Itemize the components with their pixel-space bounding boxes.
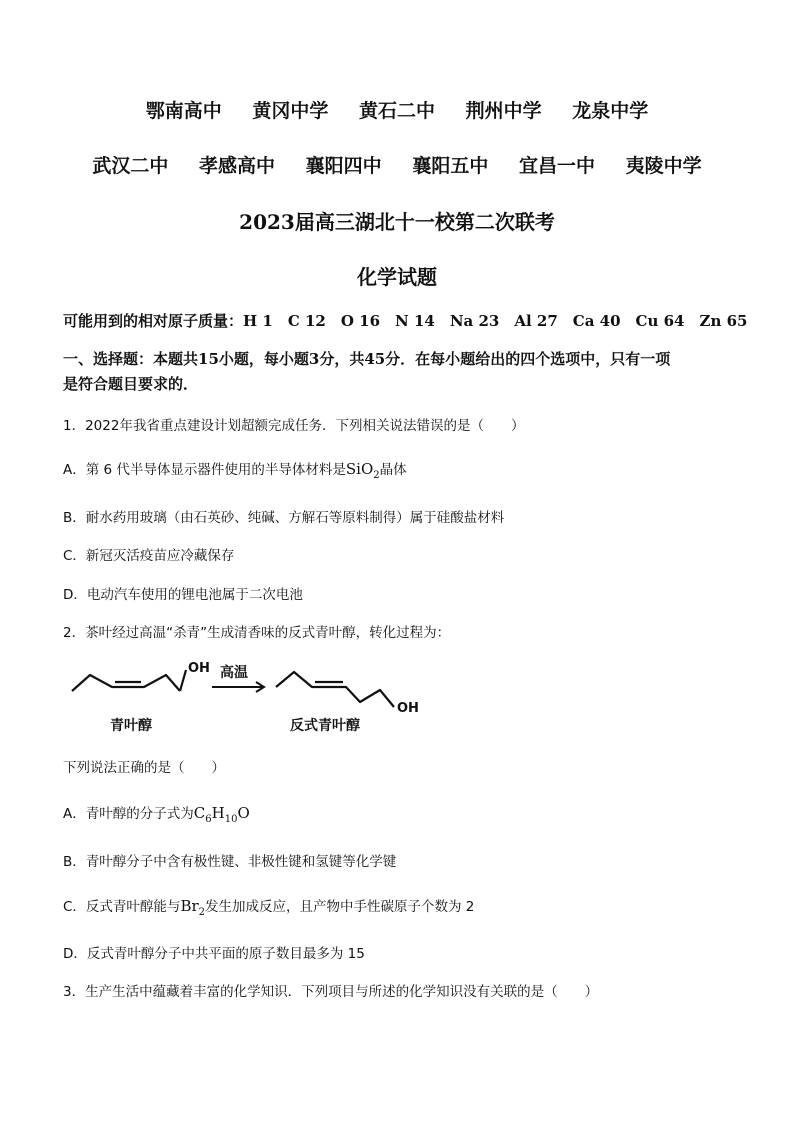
- q1-option-c: C．新冠灭活疫苗应冷藏保存: [63, 548, 235, 564]
- q1-option-b: B．耐水药用玻璃（由石英砂、纯碱、方解石等原料制得）属于硅酸盐材料: [63, 510, 505, 526]
- school-name: 武汉二中: [92, 155, 169, 177]
- school-name: 荆州中学: [465, 100, 542, 122]
- formula-c: C: [193, 804, 206, 822]
- reaction-scheme: [60, 650, 440, 740]
- section-heading-line-2: 是符合题目要求的．: [63, 375, 199, 393]
- q2-option-c-text: C．反式青叶醇能与: [63, 899, 181, 915]
- school-name: 黄石二中: [358, 100, 435, 122]
- reactant-label: 青叶醇: [110, 718, 152, 734]
- q2-option-b: B．青叶醇分子中含有极性键、非极性键和氢键等化学键: [63, 854, 397, 870]
- q1-stem: 1．2022年我省重点建设计划超额完成任务．下列相关说法错误的是（ ）: [63, 418, 525, 434]
- schools-row-2: [0, 151, 794, 178]
- atomic-masses: 可能用到的相对原子质量：H 1 C 12 O 16 N 14 Na 23 Al 27 Ca 40 Cu 64 Zn 65: [63, 312, 748, 330]
- school-name: 鄂南高中: [145, 100, 222, 122]
- schools-row-1: [0, 96, 794, 123]
- product-oh-label: OH: [397, 701, 419, 716]
- school-name: 孝感高中: [199, 155, 276, 177]
- school-name: 龙泉中学: [572, 100, 649, 122]
- q2-option-c-suffix: 发生加成反应，且产物中手性碳原子个数为 2: [205, 899, 475, 915]
- formula-sub: 2: [373, 470, 380, 481]
- section-heading-line-1: 一、选择题：本题共15小题，每小题3分，共45分．在每小题给出的四个选项中，只有一项: [63, 350, 671, 368]
- q2-br-formula: [180, 897, 206, 918]
- q2-stem: 2．茶叶经过高温“杀青”生成清香味的反式青叶醇，转化过程为：: [63, 625, 451, 641]
- q2-option-a: [63, 802, 250, 825]
- formula-o: O: [237, 804, 250, 822]
- q1-option-d: D．电动汽车使用的锂电池属于二次电池: [63, 587, 303, 603]
- q2-formula: [193, 804, 250, 825]
- formula-h: H: [211, 804, 225, 822]
- formula-br-sub: 2: [198, 907, 206, 918]
- formula-h-sub: 10: [224, 814, 238, 825]
- q1-option-a-suffix: 晶体: [379, 462, 407, 478]
- q1-option-a-text: A．第 6 代半导体显示器件使用的半导体材料是: [63, 462, 346, 478]
- formula-main: SiO: [345, 460, 374, 478]
- formula-c-sub: 6: [205, 814, 212, 825]
- q2-option-c: [63, 895, 474, 918]
- q2-option-d: D．反式青叶醇分子中共平面的原子数目最多为 15: [63, 946, 365, 962]
- q1-option-a: [63, 458, 407, 481]
- reactant-oh-label: OH: [188, 661, 210, 676]
- q2-option-a-text: A．青叶醇的分子式为: [63, 806, 194, 822]
- product-label: 反式青叶醇: [290, 718, 360, 734]
- school-name: 黄冈中学: [252, 100, 329, 122]
- exam-title: 2023届高三湖北十一校第二次联考: [239, 210, 555, 234]
- condition-label: 高温: [220, 665, 248, 681]
- q2-question: 下列说法正确的是（ ）: [63, 760, 225, 776]
- q3-stem: 3．生产生活中蕴藏着丰富的化学知识．下列项目与所述的化学知识没有关联的是（ ）: [63, 984, 599, 1000]
- subject-title: 化学试题: [357, 265, 437, 289]
- reactant-oh-bond: [180, 670, 186, 691]
- school-name: 夷陵中学: [625, 155, 702, 177]
- q1-formula: [345, 460, 380, 481]
- school-name: 襄阳四中: [305, 155, 382, 177]
- formula-br: Br: [180, 897, 199, 915]
- product-skeleton: [276, 672, 394, 707]
- school-name: 宜昌一中: [518, 155, 595, 177]
- school-name: 襄阳五中: [412, 155, 489, 177]
